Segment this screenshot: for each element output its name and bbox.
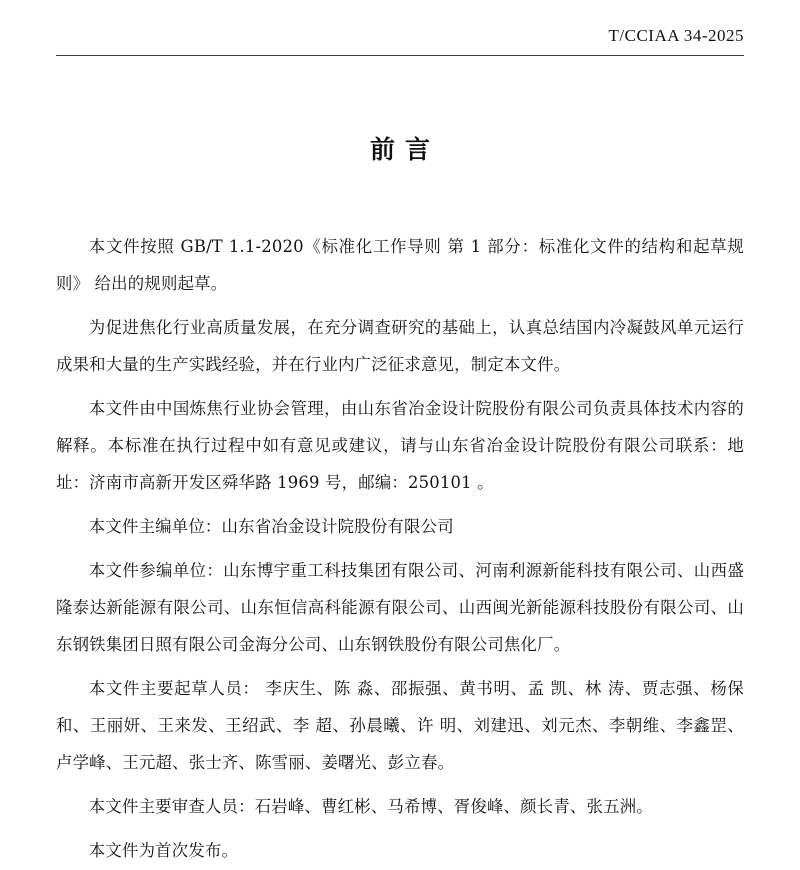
- page-title: 前言: [369, 135, 440, 164]
- page-header: [56, 26, 744, 58]
- paragraph-3: 本文件由中国炼焦行业协会管理，由山东省冶金设计院股份有限公司负责具体技术内容的解释。本标准在执行过程中如有意见或建议，请与山东省冶金设计院股份有限公司联系：地址：济南市高新开发区舜华路 1969 号，邮编：250101 。: [56, 399, 744, 492]
- paragraph-6: 本文件主要起草人员： 李庆生、陈 淼、邵振强、黄书明、孟 凯、林 涛、贾志强、杨保和、王丽妍、王来发、王绍武、李 超、孙晨曦、许 明、刘建迅、刘元杰、李朝维、李鑫罡、卢学峰、王元超、张士齐、陈雪丽、姜曙光、彭立春。: [56, 679, 744, 772]
- paragraph-1: 本文件按照 GB/T 1.1-2020《标准化工作导则 第 1 部分：标准化文件的结构和起草规则》 给出的规则起草。: [56, 237, 744, 293]
- header-divider: [56, 55, 744, 56]
- paragraph-4: 本文件主编单位：山东省冶金设计院股份有限公司: [88, 517, 454, 536]
- paragraph-2: 为促进焦化行业高质量发展，在充分调查研究的基础上，认真总结国内冷凝鼓风单元运行成果和大量的生产实践经验，并在行业内广泛征求意见，制定本文件。: [56, 318, 744, 374]
- paragraph-5: 本文件参编单位：山东博宇重工科技集团有限公司、河南利源新能科技有限公司、山西盛隆泰达新能源有限公司、山东恒信高科能源有限公司、山西闽光新能源科技股份有限公司、山东钢铁集团日照有限公司金海分公司、山东钢铁股份有限公司焦化厂。: [56, 561, 744, 654]
- standard-number: T/CCIAA 34-2025: [608, 26, 744, 45]
- document-body: [56, 130, 744, 869]
- paragraph-8: 本文件为首次发布。: [88, 841, 239, 860]
- paragraph-7: 本文件主要审查人员：石岩峰、曹红彬、马希博、胥俊峰、颜长青、张五洲。: [88, 797, 653, 816]
